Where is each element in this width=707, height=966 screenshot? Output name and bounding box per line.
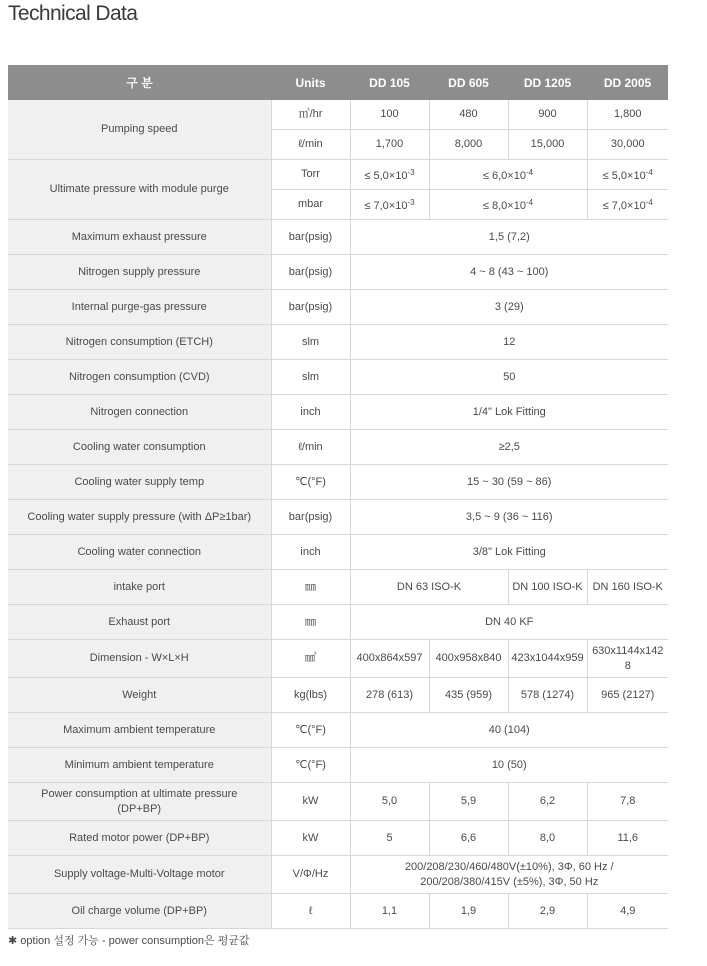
- table-row: [8, 395, 668, 430]
- row-label: Supply voltage-Multi-Voltage motor: [8, 856, 271, 894]
- table-row: [8, 570, 668, 605]
- value-cell: 2,9: [508, 894, 587, 929]
- value-cell: 8,0: [508, 821, 587, 856]
- value-cell: 900: [508, 100, 587, 130]
- value-cell: 4 ~ 8 (43 ~ 100): [350, 255, 668, 290]
- table-row: [8, 100, 668, 130]
- unit-cell: ㎣: [271, 640, 350, 678]
- value-cell: 6,2: [508, 783, 587, 821]
- value-cell: 423x1044x959: [508, 640, 587, 678]
- value-cell: 7,8: [587, 783, 668, 821]
- value-cell: DN 160 ISO-K: [587, 570, 668, 605]
- footnote: ✱ option 설정 가능 - power consumption은 평균값: [8, 935, 250, 947]
- table-row: [8, 500, 668, 535]
- unit-cell: inch: [271, 535, 350, 570]
- value-cell: 400x864x597: [350, 640, 429, 678]
- technical-data-table: [8, 65, 668, 929]
- value-cell: 3,5 ~ 9 (36 ~ 116): [350, 500, 668, 535]
- value-cell: DN 100 ISO-K: [508, 570, 587, 605]
- unit-cell: bar(psig): [271, 255, 350, 290]
- value-cell: 5,9: [429, 783, 508, 821]
- table-row: [8, 220, 668, 255]
- value-cell: ≥2,5: [350, 430, 668, 465]
- value-cell: ≤ $5,0\times 10^{-3}$: [350, 160, 429, 190]
- table-row: [8, 465, 668, 500]
- value-cell: 3/8" Lok Fitting: [350, 535, 668, 570]
- value-cell: 6,6: [429, 821, 508, 856]
- value-cell: 12: [350, 325, 668, 360]
- value-cell: 30,000: [587, 130, 668, 160]
- table-row: [8, 856, 668, 894]
- value-cell: 50: [350, 360, 668, 395]
- table-row: [8, 713, 668, 748]
- table-row: [8, 748, 668, 783]
- row-label: Ultimate pressure with module purge: [8, 160, 271, 220]
- unit-cell: bar(psig): [271, 290, 350, 325]
- table-row: [8, 783, 668, 821]
- header-model: DD 105: [350, 65, 429, 100]
- unit-cell: ℓ: [271, 894, 350, 929]
- value-cell: 40 (104): [350, 713, 668, 748]
- row-label: Dimension - W×L×H: [8, 640, 271, 678]
- header-units: Units: [271, 65, 350, 100]
- row-label: Nitrogen consumption (ETCH): [8, 325, 271, 360]
- table-row: [8, 605, 668, 640]
- table-row: [8, 678, 668, 713]
- unit-cell: ℓ/min: [271, 430, 350, 465]
- value-cell: 5: [350, 821, 429, 856]
- unit-cell: kW: [271, 821, 350, 856]
- header-model: DD 1205: [508, 65, 587, 100]
- table-header-row: [8, 65, 668, 100]
- header-model: DD 605: [429, 65, 508, 100]
- page-title: Technical Data: [8, 2, 138, 25]
- value-cell: 965 (2127): [587, 678, 668, 713]
- unit-cell: kg(lbs): [271, 678, 350, 713]
- value-cell: 480: [429, 100, 508, 130]
- unit-cell: ℃(°F): [271, 465, 350, 500]
- unit-cell: ㎥/hr: [271, 100, 350, 130]
- header-category: 구 분: [8, 65, 271, 100]
- row-label: Cooling water connection: [8, 535, 271, 570]
- value-cell: 435 (959): [429, 678, 508, 713]
- row-label: Internal purge-gas pressure: [8, 290, 271, 325]
- row-label: Nitrogen supply pressure: [8, 255, 271, 290]
- row-label: Maximum exhaust pressure: [8, 220, 271, 255]
- value-cell: 100: [350, 100, 429, 130]
- value-cell: DN 40 KF: [350, 605, 668, 640]
- unit-cell: inch: [271, 395, 350, 430]
- value-cell: 4,9: [587, 894, 668, 929]
- table-row: [8, 255, 668, 290]
- value-cell: DN 63 ISO-K: [350, 570, 508, 605]
- row-label: Exhaust port: [8, 605, 271, 640]
- value-cell: ≤ $8,0\times 10^{-4}$: [429, 190, 587, 220]
- value-cell: ≤ $6,0\times 10^{-4}$: [429, 160, 587, 190]
- table-row: [8, 325, 668, 360]
- value-cell: 3 (29): [350, 290, 668, 325]
- unit-cell: ℃(°F): [271, 748, 350, 783]
- row-label: Maximum ambient temperature: [8, 713, 271, 748]
- row-label: Oil charge volume (DP+BP): [8, 894, 271, 929]
- table-row: [8, 160, 668, 190]
- value-cell: [350, 856, 668, 894]
- value-cell: ≤ $7,0\times 10^{-4}$: [587, 190, 668, 220]
- value-cell: 278 (613): [350, 678, 429, 713]
- value-cell: 578 (1274): [508, 678, 587, 713]
- table-row: [8, 535, 668, 570]
- table-row: [8, 821, 668, 856]
- value-cell: 1,1: [350, 894, 429, 929]
- table-row: [8, 894, 668, 929]
- unit-cell: kW: [271, 783, 350, 821]
- row-label: Cooling water consumption: [8, 430, 271, 465]
- value-cell: 1,5 (7,2): [350, 220, 668, 255]
- value-cell: 1,700: [350, 130, 429, 160]
- value-cell: 15 ~ 30 (59 ~ 86): [350, 465, 668, 500]
- header-model: DD 2005: [587, 65, 668, 100]
- voltage-line: 200/208/230/460/480V(±10%), 3Φ, 60 Hz /: [404, 860, 614, 873]
- unit-cell: slm: [271, 360, 350, 395]
- row-label: Rated motor power (DP+BP): [8, 821, 271, 856]
- value-cell: 1/4" Lok Fitting: [350, 395, 668, 430]
- value-cell: 400x958x840: [429, 640, 508, 678]
- row-label: Pumping speed: [8, 100, 271, 160]
- row-label: Weight: [8, 678, 271, 713]
- table-row: [8, 430, 668, 465]
- row-label: Nitrogen connection: [8, 395, 271, 430]
- unit-cell: ℃(°F): [271, 713, 350, 748]
- value-cell: 630x1144x1428: [587, 640, 668, 678]
- value-cell: 11,6: [587, 821, 668, 856]
- unit-cell: ㎜: [271, 605, 350, 640]
- unit-cell: bar(psig): [271, 500, 350, 535]
- value-cell: 8,000: [429, 130, 508, 160]
- voltage-line: 200/208/380/415V (±5%), 3Φ, 50 Hz: [420, 875, 599, 888]
- value-cell: 1,9: [429, 894, 508, 929]
- table-row: [8, 360, 668, 395]
- unit-cell: slm: [271, 325, 350, 360]
- unit-cell: Torr: [271, 160, 350, 190]
- row-label: Nitrogen consumption (CVD): [8, 360, 271, 395]
- unit-cell: ㎜: [271, 570, 350, 605]
- value-cell: 5,0: [350, 783, 429, 821]
- row-label: Cooling water supply temp: [8, 465, 271, 500]
- unit-cell: ℓ/min: [271, 130, 350, 160]
- row-label: Minimum ambient temperature: [8, 748, 271, 783]
- unit-cell: V/Φ/Hz: [271, 856, 350, 894]
- table-row: [8, 290, 668, 325]
- value-cell: 15,000: [508, 130, 587, 160]
- value-cell: ≤ $5,0\times 10^{-4}$: [587, 160, 668, 190]
- unit-cell: mbar: [271, 190, 350, 220]
- row-label: intake port: [8, 570, 271, 605]
- table-row: [8, 640, 668, 678]
- row-label: Power consumption at ultimate pressure (DP+BP): [8, 783, 271, 821]
- value-cell: ≤ $7,0\times 10^{-3}$: [350, 190, 429, 220]
- unit-cell: bar(psig): [271, 220, 350, 255]
- value-cell: 10 (50): [350, 748, 668, 783]
- value-cell: 1,800: [587, 100, 668, 130]
- row-label: Cooling water supply pressure (with ΔP≥1bar): [8, 500, 271, 535]
